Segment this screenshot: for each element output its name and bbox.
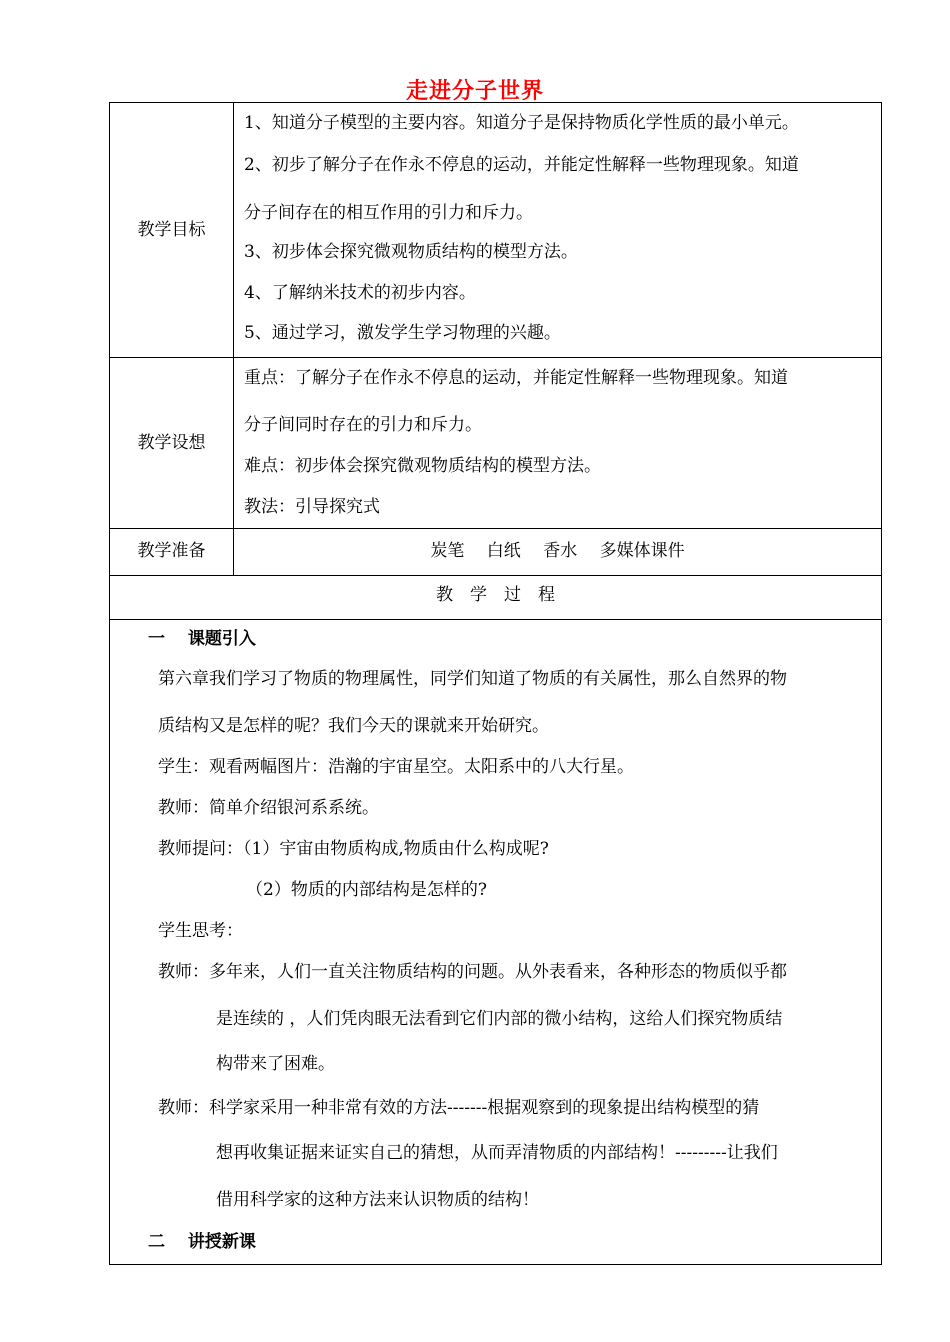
objectives-label: 教学目标 bbox=[137, 220, 206, 240]
preparation-label: 教学准备 bbox=[137, 541, 206, 561]
design-line: 教法：引导探究式 bbox=[244, 497, 380, 517]
body-line: （2）物质的内部结构是怎样的? bbox=[246, 880, 487, 900]
row-divider bbox=[109, 575, 882, 576]
body-line: 学生：观看两幅图片：浩瀚的宇宙星空。太阳系中的八大行星。 bbox=[158, 757, 634, 777]
design-line: 重点：了解分子在作永不停息的运动，并能定性解释一些物理现象。知道 bbox=[244, 368, 788, 388]
row-divider bbox=[109, 357, 882, 358]
section-heading: 一 课题引入 bbox=[148, 629, 256, 649]
body-line: 是连续的 ，人们凭肉眼无法看到它们内部的微小结构，这给人们探究物质结 bbox=[216, 1009, 783, 1029]
design-label: 教学设想 bbox=[137, 433, 206, 453]
body-line: 教师：简单介绍银河系系统。 bbox=[158, 798, 379, 818]
design-line: 分子间同时存在的引力和斥力。 bbox=[244, 415, 482, 435]
objective-line: 5、通过学习，激发学生学习物理的兴趣。 bbox=[244, 323, 561, 343]
objective-line: 4、了解纳米技术的初步内容。 bbox=[244, 283, 476, 303]
body-line: 学生思考： bbox=[158, 921, 243, 941]
document-title: 走进分子世界 bbox=[405, 79, 544, 104]
section-heading: 二 讲授新课 bbox=[148, 1232, 256, 1252]
objective-line: 2、初步了解分子在作永不停息的运动，并能定性解释一些物理现象。知道 bbox=[244, 155, 799, 175]
body-line: 教师：多年来，人们一直关注物质结构的问题。从外表看来，各种形态的物质似乎都 bbox=[158, 962, 787, 982]
body-line: 教师提问：（1）宇宙由物质构成,物质由什么构成呢? bbox=[158, 839, 549, 859]
preparation-items: 炭笔 白纸 香水 多媒体课件 bbox=[430, 541, 685, 561]
body-line: 构带来了困难。 bbox=[216, 1054, 335, 1074]
body-line: 教师：科学家采用一种非常有效的方法-------根据观察到的现象提出结构模型的猜 bbox=[158, 1098, 760, 1118]
body-line: 第六章我们学习了物质的物理属性，同学们知道了物质的有关属性，那么自然界的物 bbox=[158, 669, 787, 689]
row-divider bbox=[109, 619, 882, 620]
objective-line: 分子间存在的相互作用的引力和斥力。 bbox=[244, 203, 533, 223]
process-header: 教 学 过 程 bbox=[436, 585, 555, 605]
body-line: 质结构又是怎样的呢？我们今天的课就来开始研究。 bbox=[158, 716, 549, 736]
row-divider bbox=[109, 528, 882, 529]
design-line: 难点：初步体会探究微观物质结构的模型方法。 bbox=[244, 456, 601, 476]
objective-line: 1、知道分子模型的主要内容。知道分子是保持物质化学性质的最小单元。 bbox=[244, 113, 799, 133]
objective-line: 3、初步体会探究微观物质结构的模型方法。 bbox=[244, 242, 578, 262]
body-line: 借用科学家的这种方法来认识物质的结构！ bbox=[216, 1190, 539, 1210]
column-divider bbox=[233, 102, 234, 575]
body-line: 想再收集证据来证实自己的猜想，从而弄清物质的内部结构！---------让我们 bbox=[216, 1143, 778, 1163]
